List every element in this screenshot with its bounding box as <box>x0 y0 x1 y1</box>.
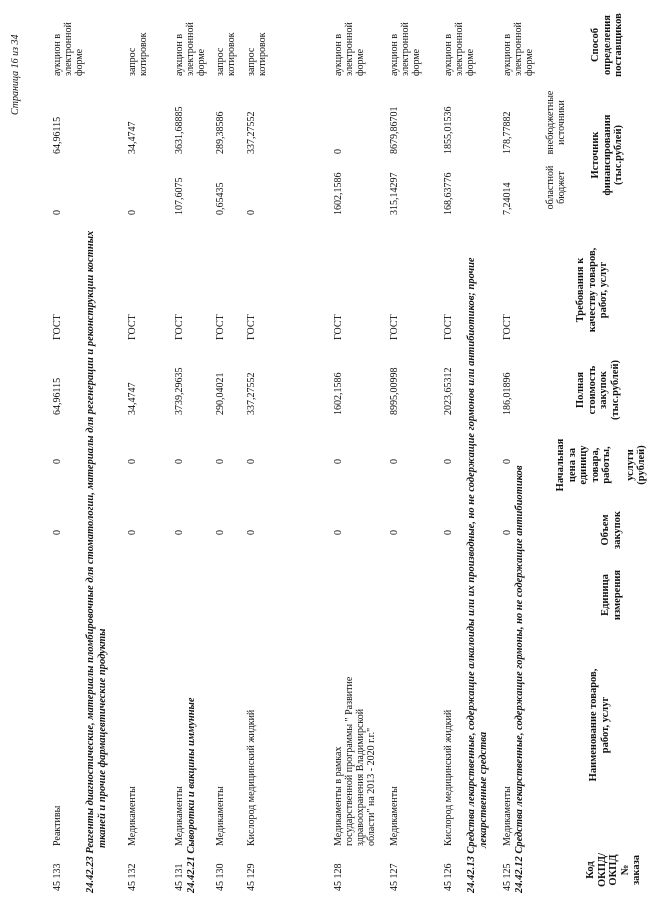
row-method <box>215 16 237 76</box>
row-price: 0 <box>389 459 400 464</box>
section-title: Средства лекарственные, содержащие гормоны, но не содержащие антибиотиков <box>514 465 525 854</box>
row-total: 290,04021 <box>215 372 226 415</box>
header-regional-line: областной <box>545 165 556 210</box>
row-total: 2023,65312 <box>443 367 454 415</box>
row-method-line: запрос <box>215 47 226 76</box>
row-price: 0 <box>52 459 63 464</box>
row-method-line: форме <box>196 48 207 76</box>
row-regional: 1602,1586 <box>333 172 344 215</box>
section-heading <box>85 173 108 893</box>
row-regional: 107,6075 <box>174 177 185 215</box>
row-requirements: ГОСТ <box>443 314 454 340</box>
row-method-line: форме <box>411 48 422 76</box>
row-total: 64,96115 <box>52 377 63 415</box>
row-method-line: электронной <box>513 22 524 76</box>
row-total: 1602,1586 <box>333 372 344 415</box>
row-price: 0 <box>502 459 513 464</box>
row-name: Реактивы <box>52 805 63 846</box>
row-method <box>389 16 422 76</box>
row-method-line: электронной <box>400 22 411 76</box>
row-method-line: форме <box>355 48 366 76</box>
section-code: 24.42.21 <box>186 856 197 893</box>
header-price-line: услуги <box>624 449 636 481</box>
row-regional: 0 <box>52 210 63 215</box>
row-method-line: форме <box>465 48 476 76</box>
row-extrabudget: 34,4747 <box>127 121 138 154</box>
row-regional: 168,63776 <box>443 172 454 215</box>
header-code-line: Код <box>585 861 596 879</box>
row-volume: 0 <box>127 530 138 535</box>
header-price-line: товара, <box>589 447 601 483</box>
row-name-line: государственной программы " Развитие <box>344 676 355 846</box>
row-regional: 7,24014 <box>502 182 513 215</box>
row-method-line: электронной <box>344 22 355 76</box>
header-name-line: Наименование товаров, <box>588 668 599 782</box>
row-code: 45 125 <box>502 863 513 891</box>
header-regional-budget <box>545 160 567 215</box>
header-price <box>555 435 648 495</box>
row-requirements: ГОСТ <box>127 314 138 340</box>
row-extrabudget: 1855,01536 <box>443 106 454 154</box>
header-price-line: (рублей) <box>636 445 647 485</box>
header-unit-line: Единица <box>600 574 611 616</box>
row-name <box>333 606 377 846</box>
section-heading <box>186 493 198 893</box>
row-code: 45 133 <box>52 863 63 891</box>
header-unit-line: измерения <box>611 569 623 621</box>
header-method <box>590 5 625 85</box>
row-method-line: аукцион в <box>389 33 400 76</box>
row-volume: 0 <box>246 530 257 535</box>
row-name: Медикаменты <box>215 786 226 846</box>
header-unit <box>600 560 623 630</box>
row-volume: 0 <box>52 530 63 535</box>
row-name-line: здравоохранения Владимирской <box>355 708 366 846</box>
row-volume: 0 <box>443 530 454 535</box>
header-total-line: (тыс.рублей) <box>609 359 621 421</box>
row-name: Кислород медицинский жидкий <box>246 709 257 846</box>
row-requirements: ГОСТ <box>215 314 226 340</box>
row-extrabudget: 3631,68885 <box>174 106 185 154</box>
row-code: 45 126 <box>443 863 454 891</box>
header-method-line: поставщиков <box>613 13 624 77</box>
row-total: 186,01896 <box>502 372 513 415</box>
row-code: 45 132 <box>127 863 138 891</box>
header-name <box>588 635 611 815</box>
row-regional: 0 <box>127 210 138 215</box>
header-total-line: закупок <box>598 371 609 409</box>
header-funding-line: (тыс.рублей) <box>613 124 624 186</box>
header-requirements <box>575 240 610 340</box>
row-price: 0 <box>174 459 185 464</box>
row-code: 45 127 <box>389 863 400 891</box>
row-method-line: запрос <box>246 47 257 76</box>
header-price-line: цена за <box>566 447 578 483</box>
header-total-line: Полная <box>575 371 586 409</box>
row-method-line: форме <box>524 48 535 76</box>
header-requirements-line: качеству товаров, <box>586 247 598 333</box>
row-total: 34,4747 <box>127 382 138 415</box>
row-method-line: аукцион в <box>443 33 454 76</box>
row-name: Медикаменты <box>127 786 138 846</box>
header-name-line: работ, услуг <box>599 696 611 754</box>
header-code <box>585 850 643 890</box>
row-requirements: ГОСТ <box>174 314 185 340</box>
header-extrabudget <box>545 85 567 160</box>
header-funding <box>590 95 625 215</box>
header-funding-line: финансирования <box>601 114 613 196</box>
row-method-line: запрос <box>127 47 138 76</box>
row-method <box>174 16 207 76</box>
row-regional: 0 <box>246 210 257 215</box>
row-volume: 0 <box>389 530 400 535</box>
row-code: 45 130 <box>215 863 226 891</box>
header-volume-line: Объем <box>600 514 611 546</box>
section-heading <box>466 193 489 893</box>
row-total: 8995,00998 <box>389 367 400 415</box>
header-method-line: определения <box>601 15 613 75</box>
row-method <box>52 16 85 76</box>
row-extrabudget: 8679,86701 <box>389 106 400 154</box>
row-volume: 0 <box>333 530 344 535</box>
header-extrabudget-line: внебюджетные <box>545 90 556 155</box>
row-requirements: ГОСТ <box>389 314 400 340</box>
row-price: 0 <box>333 459 344 464</box>
row-code: 45 131 <box>174 863 185 891</box>
row-volume: 0 <box>174 530 185 535</box>
row-method-line: котировок <box>138 32 149 76</box>
section-code: 24.42.13 <box>466 856 477 893</box>
row-extrabudget: 64,96115 <box>52 116 63 154</box>
header-requirements-line: Требования к <box>575 257 586 323</box>
header-total-line: стоимость <box>586 365 598 415</box>
row-name: Медикаменты <box>174 786 185 846</box>
row-price: 0 <box>215 459 226 464</box>
row-extrabudget: 0 <box>333 149 344 154</box>
row-code: 45 128 <box>333 863 344 891</box>
section-title-cont: лекарственные средства <box>477 731 489 848</box>
row-method-line: электронной <box>63 22 74 76</box>
row-method <box>443 16 476 76</box>
row-name: Медикаменты <box>502 786 513 846</box>
row-regional: 315,14297 <box>389 172 400 215</box>
header-price-line: Начальная <box>555 438 566 492</box>
section-title-cont: тканей и прочие фармацевтические продукты <box>96 628 108 848</box>
section-heading <box>514 393 526 893</box>
row-regional: 0,65435 <box>215 182 226 215</box>
header-code-line: ОКПД <box>608 854 619 886</box>
row-name-line: Медикаменты в рамках <box>333 746 344 846</box>
header-code-line: № заказа <box>619 854 642 886</box>
row-price: 0 <box>127 459 138 464</box>
header-price-line: работы, <box>601 446 612 484</box>
page-number: Страница 16 из 34 <box>10 34 21 115</box>
section-title: Средства лекарственные, содержащие алкалоиды или их производные, но не содержащие гормонов или антибиотиков; прочие <box>466 257 477 854</box>
row-method-line: аукцион в <box>174 33 185 76</box>
header-price-line: единицу <box>578 445 589 485</box>
row-requirements: ГОСТ <box>246 314 257 340</box>
header-code-line: ОКПД/ <box>596 852 608 888</box>
row-name: Кислород медицинский жидкий <box>443 709 454 846</box>
section-title: Сыворотки и вакцины иммунные <box>186 697 197 854</box>
row-requirements: ГОСТ <box>52 314 63 340</box>
row-extrabudget: 337,27552 <box>246 111 257 154</box>
row-name: Медикаменты <box>389 786 400 846</box>
row-method-line: аукцион в <box>52 33 63 76</box>
header-extrabudget-line: источники <box>556 100 567 145</box>
section-code: 24.42.12 <box>514 856 525 893</box>
row-method-line: электронной <box>454 22 465 76</box>
row-method-line: аукцион в <box>502 33 513 76</box>
section-title: Реагенты диагностические, материалы пломбировочные для стоматологии, материалы для регенерации и реконструкции костных <box>85 230 96 854</box>
row-price: 0 <box>443 459 454 464</box>
row-total: 3739,29635 <box>174 367 185 415</box>
row-code: 45 129 <box>246 863 257 891</box>
header-regional-line: бюджет <box>556 171 567 204</box>
row-requirements: ГОСТ <box>502 314 513 340</box>
row-method-line: аукцион в <box>333 33 344 76</box>
row-extrabudget: 289,38586 <box>215 111 226 154</box>
row-method-line: котировок <box>226 32 237 76</box>
header-funding-line: Источник <box>590 131 601 179</box>
section-code: 24.42.23 <box>85 856 96 893</box>
row-volume: 0 <box>502 530 513 535</box>
row-volume: 0 <box>215 530 226 535</box>
row-total: 337,27552 <box>246 372 257 415</box>
row-requirements: ГОСТ <box>333 314 344 340</box>
row-method <box>502 16 535 76</box>
row-method-line: котировок <box>257 32 268 76</box>
row-price: 0 <box>246 459 257 464</box>
row-method-line: форме <box>74 48 85 76</box>
row-method <box>333 16 366 76</box>
header-volume-line: закупок <box>611 511 623 549</box>
header-volume <box>600 500 623 560</box>
header-method-line: Способ <box>590 27 601 63</box>
row-name-line: области" на 2013 - 2020 г.г." <box>366 727 377 846</box>
row-method-line: электронной <box>185 22 196 76</box>
header-requirements-line: работ, услуг <box>598 261 609 319</box>
row-method <box>127 16 149 76</box>
row-method <box>246 16 268 76</box>
row-extrabudget: 178,77882 <box>502 111 513 154</box>
header-total <box>575 350 621 430</box>
